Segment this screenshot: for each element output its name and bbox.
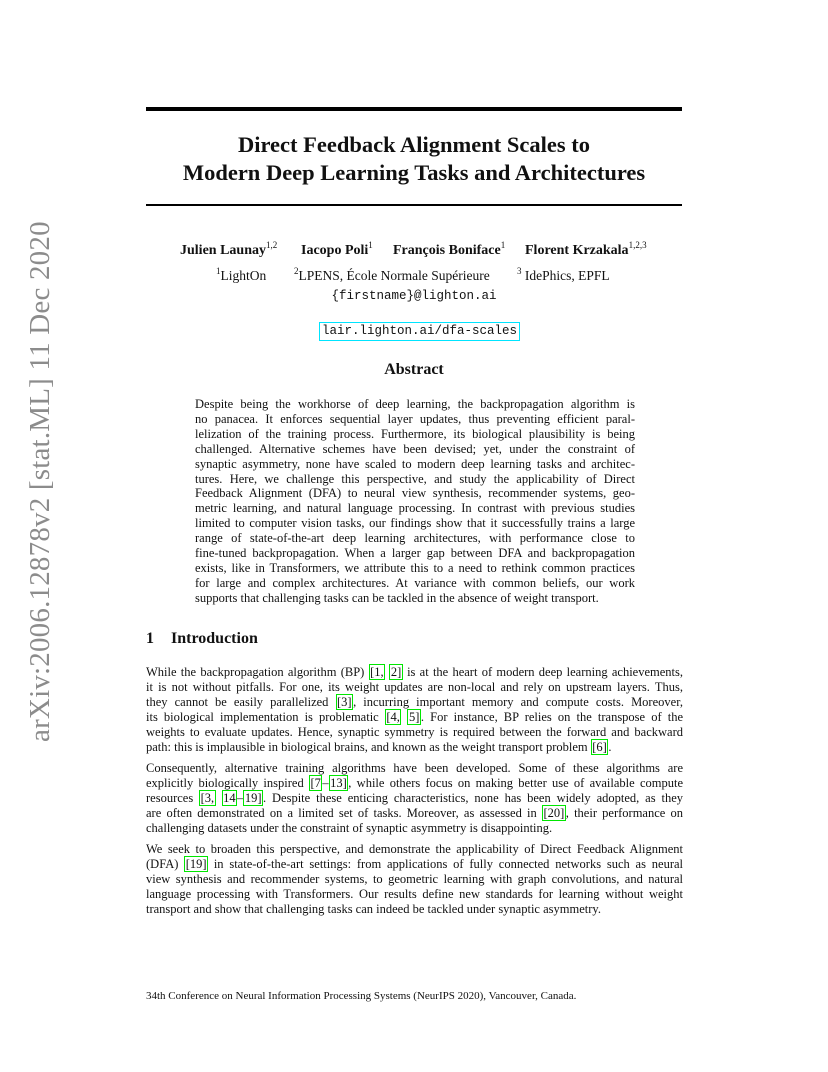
title-top-rule (146, 107, 682, 111)
paragraph-line: it is not without pitfalls. For one, its weight updates are non-local and rely on upstream layers. Thus, (146, 679, 683, 694)
citation-link[interactable]: [4, (386, 709, 400, 724)
paragraph-line: Consequently, alternative training algorithms have been developed. Some of these algorithms are (146, 761, 683, 775)
affiliation-lpens: $^2$LPENS, École Normale Supérieure (294, 266, 490, 283)
paper-title (146, 131, 682, 187)
author-krzakala: Florent Krzakala$^{1,2,3}$ (525, 240, 647, 258)
citation-link[interactable]: [3, (200, 790, 215, 805)
paragraph-line: resources [3, 14 – 19] . Despite these enticing characteristics, none has been widely adopted, as they (146, 790, 683, 805)
conference-footnote: 34th Conference on Neural Information Processing Systems (NeurIPS 2020), Vancouver, Canada. (146, 990, 577, 1002)
intro-paragraph-2 (146, 761, 683, 836)
author-launay: Julien Launay$^{1,2}$ (180, 240, 278, 258)
abstract-line: for large and complex architectures. At variance with common beliefs, our work (195, 575, 635, 590)
abstract-line: exists, like in Transformers, we attribute this to a need to rethink common practices (195, 560, 635, 575)
abstract-line: metric learning, and natural language processing. In contrast with previous studies (195, 501, 635, 516)
citation-link[interactable]: [20] (543, 805, 565, 820)
project-link[interactable]: lair.lighton.ai/dfa-scales (319, 322, 520, 341)
paragraph-line: language processing with Transformers. Our results define new standards for learning without weight (146, 886, 683, 901)
paragraph-line: path: this is implausible in biological brains, and known as the weight transport problem [6] . (146, 739, 612, 754)
citation-link[interactable]: 2] (390, 665, 402, 679)
title-line-1: Direct Feedback Alignment Scales to (237, 132, 591, 157)
abstract-line: limited to computer vision tasks, our findings show that it successfully trains a large (195, 516, 635, 531)
affiliation-list (146, 266, 682, 286)
abstract-line: range of state-of-the-art deep learning architectures, with performance close to (195, 531, 635, 546)
abstract-body (195, 397, 635, 606)
abstract-line: Despite being the workhorse of deep learning, the backpropagation algorithm is (195, 397, 635, 411)
citation-link[interactable]: [3] (337, 694, 352, 709)
citation-link[interactable]: [6] (592, 739, 607, 754)
paragraph-line: view synthesis and recommender systems, to geometric learning with graph convolutions, and natural (146, 871, 683, 886)
paragraph-line: transport and show that challenging tasks can indeed be tackled under synaptic asymmetry. (146, 901, 601, 916)
paragraph-line: are often demonstrated on a limited set of tasks. Moreover, as assessed in [20] , their performance on (146, 805, 683, 820)
author-boniface: François Boniface$^1$ (393, 240, 506, 258)
section-title: Introduction (171, 630, 258, 647)
abstract-line: challenged. Alternative schemes have been devised; yet, under the constraint of (195, 441, 635, 456)
paragraph-line: While the backpropagation algorithm (BP) [1, 2] is at the heart of modern deep learning achievements, (146, 665, 683, 679)
author-list (146, 240, 682, 260)
abstract-line: fine-tuned backpropagation. When a larger gap between DFA and backpropagation (195, 546, 635, 561)
abstract-line: lelization of the training process. Furthermore, its biological plausibility is being (195, 426, 635, 441)
arxiv-identifier: arXiv:2006.12878v2 [stat.ML] 11 Dec 2020 (24, 221, 56, 742)
abstract-heading: Abstract (384, 361, 444, 378)
abstract-line: tures. Here, we challenge this perspective, and study the applicability of Direct (195, 471, 635, 486)
abstract-line: synaptic asymmetry, none have scaled to modern deep learning tasks and architec- (195, 456, 635, 471)
citation-link[interactable]: 19] (244, 790, 262, 805)
paragraph-line: weights to evaluate updates. Hence, synaptic symmetry is required between the forward and backward (146, 724, 683, 739)
intro-paragraph-3 (146, 842, 683, 917)
paragraph-line: its biological implementation is problematic [4, 5] . For instance, BP relies on the transpose of the (146, 709, 683, 724)
title-line-2: Modern Deep Learning Tasks and Architectures (182, 160, 646, 185)
author-poli: Iacopo Poli$^1$ (301, 240, 373, 258)
abstract-line: no panacea. It enforces sequential layer updates, thus preventing efficient paral- (195, 411, 635, 426)
intro-paragraph-1 (146, 665, 683, 754)
section-number: 1 (146, 630, 154, 647)
abstract-line: supports that challenging tasks can be tackled in the absence of weight transport. (195, 590, 599, 605)
paragraph-line: (DFA) [19] in state-of-the-art settings: from applications of fully connected networks such as neural (146, 856, 683, 871)
affiliation-lighton: $^1$LightOn (216, 266, 267, 283)
abstract-line: Feedback Alignment (DFA) to neural view synthesis, recommender systems, geo- (195, 486, 635, 501)
paragraph-line: We seek to broaden this perspective, and demonstrate the applicability of Direct Feedback Alignment (146, 842, 683, 856)
citation-link[interactable]: 5] (408, 709, 420, 724)
affiliation-epfl: $^3$ IdePhics, EPFL (517, 266, 610, 283)
title-bottom-rule (146, 204, 682, 206)
author-email: {firstname}@lighton.ai (331, 289, 497, 303)
paragraph-line: they cannot be easily parallelized [3] , incurring important memory and compute costs. Moreover, (146, 694, 683, 709)
citation-link[interactable]: [19] (185, 856, 207, 871)
citation-link[interactable]: 13] (330, 775, 347, 790)
citation-link[interactable]: [7 (310, 775, 321, 790)
paragraph-line: challenging datasets under the constraint of synaptic asymmetry is disappointing. (146, 820, 553, 835)
citation-link[interactable]: [1, (370, 665, 384, 679)
citation-link[interactable]: 14 (223, 790, 236, 805)
section-heading-introduction (146, 630, 258, 648)
paragraph-line: explicitly biologically inspired [7 – 13] , while others focus on making better use of available compute (146, 775, 683, 790)
